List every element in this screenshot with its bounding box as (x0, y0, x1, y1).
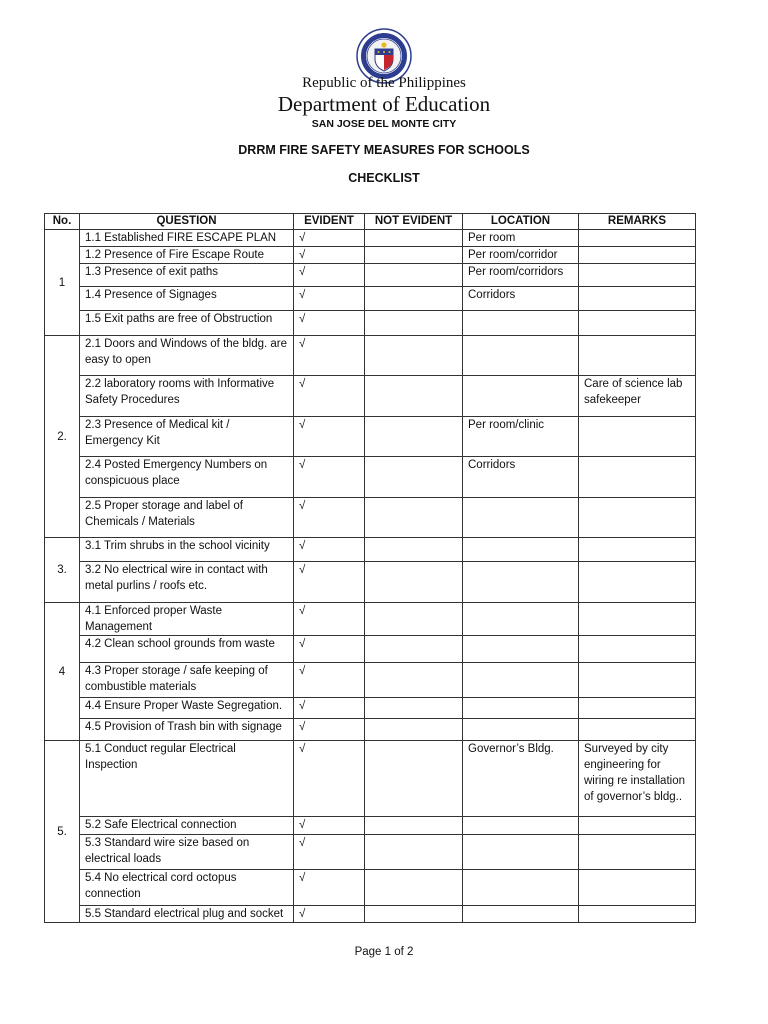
table-row (45, 741, 696, 817)
question-cell: 1.3 Presence of exit paths (80, 264, 294, 287)
table-row (45, 311, 696, 336)
question-cell: 3.1 Trim shrubs in the school vicinity (80, 538, 294, 562)
not-evident-cell (365, 741, 463, 817)
remarks-cell (579, 663, 696, 698)
table-row (45, 498, 696, 538)
evident-cell: √ (294, 417, 365, 457)
location-cell: Corridors (463, 457, 579, 498)
table-row (45, 336, 696, 376)
not-evident-cell (365, 336, 463, 376)
city-heading: SAN JOSE DEL MONTE CITY (311, 118, 457, 130)
table-row (45, 538, 696, 562)
table-header-row (45, 214, 696, 230)
not-evident-cell (365, 835, 463, 870)
evident-cell: √ (294, 457, 365, 498)
evident-cell: √ (294, 376, 365, 417)
item-number-cell: 1 (45, 230, 80, 336)
remarks-cell (579, 287, 696, 311)
table-row (45, 376, 696, 417)
remarks-cell (579, 457, 696, 498)
checklist-table (44, 213, 696, 923)
column-header-location: LOCATION (463, 214, 579, 230)
evident-cell: √ (294, 698, 365, 719)
remarks-cell (579, 336, 696, 376)
question-cell: 2.4 Posted Emergency Numbers on conspicuous place (80, 457, 294, 498)
column-header-no: No. (45, 214, 80, 230)
location-cell (463, 498, 579, 538)
table-row (45, 417, 696, 457)
location-cell: Per room/clinic (463, 417, 579, 457)
document-title: DRRM FIRE SAFETY MEASURES FOR SCHOOLS (238, 143, 530, 157)
evident-cell: √ (294, 719, 365, 741)
remarks-cell (579, 636, 696, 663)
question-cell: 4.3 Proper storage / safe keeping of combustible materials (80, 663, 294, 698)
remarks-cell (579, 906, 696, 923)
not-evident-cell (365, 376, 463, 417)
document-subtitle: CHECKLIST (348, 171, 420, 185)
table-row (45, 247, 696, 264)
question-cell: 5.4 No electrical cord octopus connection (80, 870, 294, 906)
item-number-cell: 5. (45, 741, 80, 923)
not-evident-cell (365, 311, 463, 336)
location-cell (463, 562, 579, 603)
table-row (45, 698, 696, 719)
evident-cell: √ (294, 603, 365, 636)
location-cell (463, 376, 579, 417)
question-cell: 4.5 Provision of Trash bin with signage (80, 719, 294, 741)
table-row (45, 603, 696, 636)
evident-cell: √ (294, 906, 365, 923)
location-cell (463, 870, 579, 906)
evident-cell: √ (294, 498, 365, 538)
remarks-cell (579, 817, 696, 835)
remarks-cell (579, 870, 696, 906)
table-row (45, 562, 696, 603)
location-cell (463, 835, 579, 870)
location-cell (463, 636, 579, 663)
column-header-evident: EVIDENT (294, 214, 365, 230)
not-evident-cell (365, 287, 463, 311)
remarks-cell (579, 538, 696, 562)
evident-cell: √ (294, 636, 365, 663)
location-cell: Per room/corridor (463, 247, 579, 264)
remarks-cell (579, 719, 696, 741)
remarks-cell (579, 311, 696, 336)
location-cell: Corridors (463, 287, 579, 311)
not-evident-cell (365, 603, 463, 636)
question-cell: 3.2 No electrical wire in contact with metal purlins / roofs etc. (80, 562, 294, 603)
evident-cell: √ (294, 311, 365, 336)
evident-cell: √ (294, 287, 365, 311)
remarks-cell (579, 264, 696, 287)
table-row (45, 457, 696, 498)
table-row (45, 906, 696, 923)
question-cell: 4.4 Ensure Proper Waste Segregation. (80, 698, 294, 719)
question-cell: 4.2 Clean school grounds from waste (80, 636, 294, 663)
question-cell: 1.5 Exit paths are free of Obstruction (80, 311, 294, 336)
department-heading: Department of Education (277, 92, 491, 116)
location-cell: Governor’s Bldg. (463, 741, 579, 817)
location-cell (463, 311, 579, 336)
column-header-not-evident: NOT EVIDENT (365, 214, 463, 230)
table-row (45, 287, 696, 311)
remarks-cell (579, 835, 696, 870)
question-cell: 4.1 Enforced proper Waste Management (80, 603, 294, 636)
not-evident-cell (365, 562, 463, 603)
evident-cell: √ (294, 817, 365, 835)
not-evident-cell (365, 870, 463, 906)
item-number-cell: 2. (45, 336, 80, 538)
location-cell: Per room/corridors (463, 264, 579, 287)
question-cell: 2.3 Presence of Medical kit / Emergency Kit (80, 417, 294, 457)
item-number-cell: 4 (45, 603, 80, 741)
checklist-body (45, 230, 696, 923)
not-evident-cell (365, 636, 463, 663)
location-cell (463, 336, 579, 376)
question-cell: 5.5 Standard electrical plug and socket (80, 906, 294, 923)
location-cell: Per room (463, 230, 579, 247)
table-row (45, 264, 696, 287)
location-cell (463, 906, 579, 923)
table-row (45, 817, 696, 835)
table-row (45, 835, 696, 870)
column-header-remarks: REMARKS (579, 214, 696, 230)
question-cell: 5.1 Conduct regular Electrical Inspection (80, 741, 294, 817)
question-cell: 2.5 Proper storage and label of Chemicals / Materials (80, 498, 294, 538)
remarks-cell (579, 698, 696, 719)
question-cell: 2.2 laboratory rooms with Informative Safety Procedures (80, 376, 294, 417)
not-evident-cell (365, 457, 463, 498)
remarks-cell (579, 498, 696, 538)
question-cell: 5.3 Standard wire size based on electrical loads (80, 835, 294, 870)
not-evident-cell (365, 817, 463, 835)
evident-cell: √ (294, 562, 365, 603)
not-evident-cell (365, 498, 463, 538)
evident-cell: √ (294, 663, 365, 698)
not-evident-cell (365, 719, 463, 741)
evident-cell: √ (294, 264, 365, 287)
not-evident-cell (365, 417, 463, 457)
location-cell (463, 538, 579, 562)
table-row (45, 719, 696, 741)
location-cell (463, 817, 579, 835)
remarks-cell (579, 247, 696, 264)
not-evident-cell (365, 698, 463, 719)
not-evident-cell (365, 906, 463, 923)
remarks-cell (579, 230, 696, 247)
location-cell (463, 719, 579, 741)
remarks-cell: Surveyed by city engineering for wiring re installation of governor’s bldg.. (579, 741, 696, 817)
evident-cell: √ (294, 741, 365, 817)
question-cell: 2.1 Doors and Windows of the bldg. are easy to open (80, 336, 294, 376)
column-header-question: QUESTION (80, 214, 294, 230)
not-evident-cell (365, 538, 463, 562)
location-cell (463, 663, 579, 698)
evident-cell: √ (294, 247, 365, 264)
table-row (45, 870, 696, 906)
question-cell: 5.2 Safe Electrical connection (80, 817, 294, 835)
evident-cell: √ (294, 538, 365, 562)
evident-cell: √ (294, 870, 365, 906)
evident-cell: √ (294, 835, 365, 870)
table-row (45, 636, 696, 663)
question-cell: 1.4 Presence of Signages (80, 287, 294, 311)
evident-cell: √ (294, 336, 365, 376)
question-cell: 1.2 Presence of Fire Escape Route (80, 247, 294, 264)
remarks-cell (579, 562, 696, 603)
table-row (45, 663, 696, 698)
page-number: Page 1 of 2 (354, 946, 414, 958)
item-number-cell: 3. (45, 538, 80, 603)
not-evident-cell (365, 663, 463, 698)
not-evident-cell (365, 230, 463, 247)
location-cell (463, 603, 579, 636)
location-cell (463, 698, 579, 719)
remarks-cell (579, 603, 696, 636)
table-row (45, 230, 696, 247)
remarks-cell (579, 417, 696, 457)
republic-heading: Republic of the Philippines (302, 75, 466, 91)
not-evident-cell (365, 264, 463, 287)
remarks-cell: Care of science lab safekeeper (579, 376, 696, 417)
evident-cell: √ (294, 230, 365, 247)
not-evident-cell (365, 247, 463, 264)
question-cell: 1.1 Established FIRE ESCAPE PLAN (80, 230, 294, 247)
